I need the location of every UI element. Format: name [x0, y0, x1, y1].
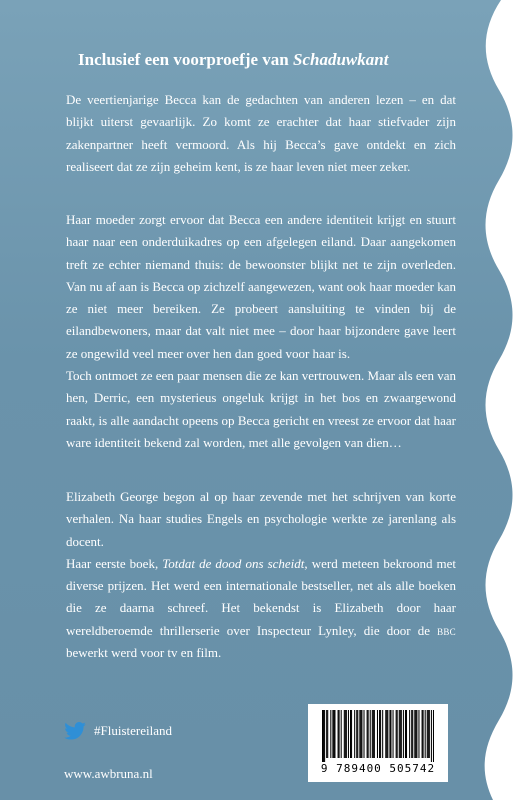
barcode-bar	[400, 710, 401, 758]
isbn-barcode	[308, 704, 448, 782]
bio-text-pre: Haar eerste boek,	[66, 555, 163, 571]
barcode-bar	[397, 710, 398, 758]
barcode-bar	[350, 710, 351, 758]
barcode-bar	[433, 710, 434, 762]
barcode-bar	[374, 710, 375, 758]
barcode-bar	[414, 710, 415, 758]
blurb-text-2b: Toch ontmoet ze een paar mensen die ze kan vertrouwen. Maar als een van hen, Derric, een mysterieus ongeluk krijgt in het bos en zwaargewond raakt, is alle aandacht opeens op Becca gericht en vreest ze ervoor dat haar ware identiteit bekend zal worden, met alle gevolgen van dien…	[66, 368, 456, 450]
barcode-bar	[370, 710, 371, 758]
barcode-bar	[344, 710, 345, 758]
barcode-bar	[415, 710, 416, 758]
barcode-bar	[379, 710, 380, 758]
promo-book-title: Schaduwkant	[293, 50, 389, 69]
barcode-bar	[431, 710, 432, 762]
barcode-bar	[323, 710, 324, 762]
isbn-digits: 9 789400 505742	[320, 762, 436, 775]
barcode-bar	[396, 710, 397, 758]
author-bio	[66, 486, 456, 664]
barcode-bar	[418, 710, 419, 758]
wave-border	[461, 0, 521, 800]
barcode-bar	[429, 710, 430, 758]
barcode-bar	[377, 710, 378, 758]
barcode-bar	[386, 710, 387, 758]
author-bio-text-1: Elizabeth George begon al op haar zevende met het schrijven van korte verhalen. Na haar studies Engels en psychologie werkte ze jarenlang als docent.	[66, 489, 456, 549]
barcode-bar	[387, 710, 388, 758]
barcode-bar	[428, 710, 429, 758]
barcode-bar	[361, 710, 362, 758]
barcode-bar	[406, 710, 407, 758]
barcode-bar	[330, 710, 331, 758]
barcode-bar	[422, 710, 423, 758]
barcode-bar	[322, 710, 323, 762]
barcode-bar	[389, 710, 390, 758]
barcode-bar	[351, 710, 352, 758]
barcode-bar	[409, 710, 410, 758]
promo-headline	[78, 50, 438, 70]
barcode-bar	[367, 710, 368, 758]
barcode-bar	[390, 710, 391, 758]
barcode-bar	[360, 710, 361, 758]
barcode-bar	[348, 710, 349, 758]
barcode-bar	[411, 710, 412, 758]
barcode-bar	[363, 710, 364, 758]
barcode-bar	[405, 710, 406, 758]
barcode-bar	[327, 710, 328, 758]
barcode-bar	[357, 710, 358, 758]
bio-text-end: bewerkt werd voor tv en film.	[66, 645, 222, 661]
blurb-text-1: De veertienjarige Becca kan de gedachten van anderen lezen – en dat blijkt uiterst gevaarlijk. Zo komt ze erachter dat haar stiefvader zijn zakenpartner heeft vermoord. Als hij Becca’s gave ontdekt en zich realiseert dat ze zijn geheim kent, is ze haar leven niet meer zeker.	[66, 92, 456, 174]
blurb-paragraph-1	[66, 89, 456, 178]
social-hashtag	[64, 722, 172, 740]
barcode-bar	[401, 710, 402, 758]
barcode-bar	[385, 710, 386, 758]
barcode-bar	[373, 710, 374, 758]
barcode-bar	[345, 710, 346, 758]
barcode-bar	[346, 710, 347, 758]
barcode-bar	[382, 710, 383, 758]
barcode-bar	[380, 710, 381, 758]
barcode-bar	[339, 710, 340, 758]
barcode-bar	[403, 710, 404, 758]
barcode-bar	[368, 710, 369, 758]
barcode-bar	[334, 710, 335, 758]
barcode-bar	[416, 710, 417, 758]
blurb-text-2a: Haar moeder zorgt ervoor dat Becca een andere identiteit krijgt en stuurt haar naar een onderduikadres op een afgelegen eiland. Daar aangekomen treft ze echter niemand thuis: de bewoonster blijkt net te zijn overleden. Van nu af aan is Becca op zichzelf aangewezen, want ook haar moeder kan ze niet meer bereiken. Ze probeert aansluiting te vinden bij de eilandbewoners, maar dat valt niet mee – door haar bijzondere gave leert ze ongewild veel meer over hen dan goed voor haar is.	[66, 212, 456, 361]
barcode-bar	[341, 710, 342, 758]
barcode-bar	[338, 710, 339, 758]
barcode-bar	[412, 710, 413, 758]
barcode-bar	[333, 710, 334, 758]
barcode-bars	[322, 710, 434, 762]
bio-bbc: bbc	[437, 622, 456, 638]
barcode-bar	[423, 710, 424, 758]
barcode-bar	[359, 710, 360, 758]
publisher-website: www.awbruna.nl	[64, 766, 153, 781]
barcode-bar	[372, 710, 373, 758]
barcode-bar	[425, 710, 426, 758]
promo-headline-prefix: Inclusief een voorproefje van	[78, 50, 293, 69]
barcode-bar	[393, 710, 394, 758]
barcode-bar	[399, 710, 400, 758]
bio-text-post: , werd meteen bekroond met diverse prijzen. Het werd een internationale bestseller, net als alle boeken die ze daarna schreef. Het bekendst is Elizabeth door haar wereldberoemde thrillerserie over Inspecteur Lynley, die door de	[66, 555, 456, 638]
barcode-bar	[354, 710, 355, 758]
twitter-bird-icon	[64, 722, 86, 740]
bio-book-title: Totdat de dood ons scheidt	[162, 555, 305, 571]
author-bio-text-2	[66, 553, 456, 664]
barcode-bar	[326, 710, 327, 758]
hashtag-text: #Fluistereiland	[94, 723, 172, 738]
barcode-bar	[324, 710, 325, 762]
barcode-bar	[332, 710, 333, 758]
blurb-paragraph-2	[66, 209, 456, 454]
barcode-bar	[427, 710, 428, 758]
barcode-bar	[356, 710, 357, 758]
